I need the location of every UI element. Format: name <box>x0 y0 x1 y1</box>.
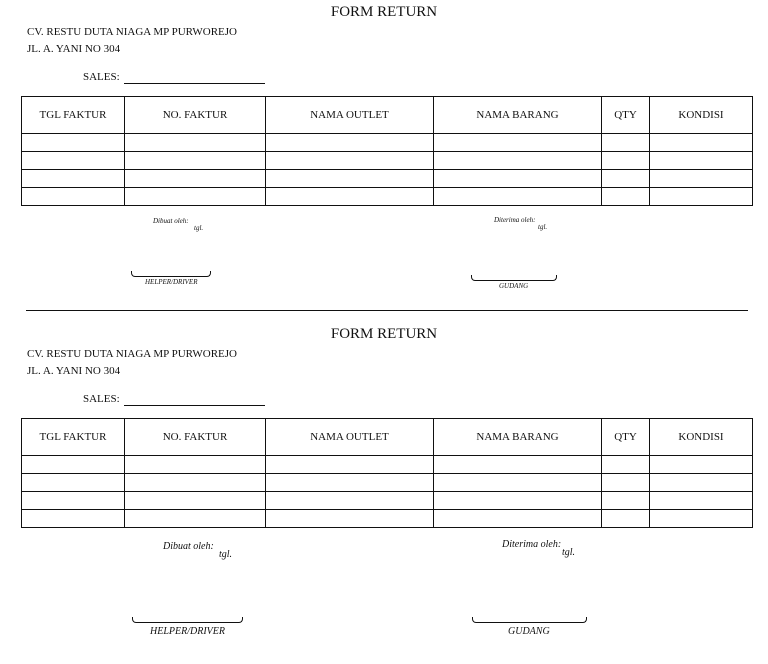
company-address: JL. A. YANI NO 304 <box>27 43 121 55</box>
table-cell[interactable] <box>650 152 753 170</box>
table-cell[interactable] <box>434 492 602 510</box>
table-cell[interactable] <box>125 152 266 170</box>
col-kondisi: KONDISI <box>650 419 753 456</box>
table-cell[interactable] <box>266 456 434 474</box>
table-cell[interactable] <box>22 134 125 152</box>
table-cell[interactable] <box>434 510 602 528</box>
form-title: FORM RETURN <box>330 326 438 342</box>
signature-line-gudang[interactable] <box>472 617 587 623</box>
table-cell[interactable] <box>650 170 753 188</box>
table-cell[interactable] <box>266 152 434 170</box>
table-cell[interactable] <box>125 188 266 206</box>
table-cell[interactable] <box>22 188 125 206</box>
return-table <box>21 96 753 206</box>
table-row <box>22 134 753 152</box>
company-name: CV. RESTU DUTA NIAGA MP PURWOREJO <box>27 26 237 38</box>
received-role-label: GUDANG <box>499 282 529 290</box>
table-cell[interactable] <box>602 474 650 492</box>
table-cell[interactable] <box>266 510 434 528</box>
table-cell[interactable] <box>22 492 125 510</box>
table-cell[interactable] <box>434 474 602 492</box>
table-cell[interactable] <box>650 474 753 492</box>
table-cell[interactable] <box>125 134 266 152</box>
company-name: CV. RESTU DUTA NIAGA MP PURWOREJO <box>27 348 237 360</box>
received-role-label: GUDANG <box>508 626 550 637</box>
table-cell[interactable] <box>602 188 650 206</box>
received-by-label: Diterima oleh: <box>494 216 536 224</box>
table-row <box>22 474 753 492</box>
col-nama-outlet: NAMA OUTLET <box>266 419 434 456</box>
table-cell[interactable] <box>22 170 125 188</box>
table-cell[interactable] <box>650 134 753 152</box>
return-table <box>21 418 753 528</box>
table-cell[interactable] <box>266 188 434 206</box>
col-kondisi: KONDISI <box>650 97 753 134</box>
received-date-label: tgl. <box>562 547 576 558</box>
table-header-row <box>22 419 753 456</box>
table-cell[interactable] <box>125 510 266 528</box>
table-row <box>22 510 753 528</box>
table-cell[interactable] <box>602 510 650 528</box>
sales-label: SALES: <box>83 393 120 405</box>
table-cell[interactable] <box>266 474 434 492</box>
table-cell[interactable] <box>22 152 125 170</box>
made-by-label: Dibuat oleh: <box>153 217 189 225</box>
sales-input-line[interactable] <box>124 83 265 84</box>
table-cell[interactable] <box>650 456 753 474</box>
table-cell[interactable] <box>602 134 650 152</box>
table-cell[interactable] <box>22 456 125 474</box>
table-cell[interactable] <box>650 188 753 206</box>
made-role-label: HELPER/DRIVER <box>150 626 225 637</box>
sales-input-line[interactable] <box>124 405 265 406</box>
signature-line-gudang[interactable] <box>471 275 557 281</box>
col-no-faktur: NO. FAKTUR <box>125 419 266 456</box>
col-nama-outlet: NAMA OUTLET <box>266 97 434 134</box>
table-cell[interactable] <box>266 170 434 188</box>
col-tgl-faktur: TGL FAKTUR <box>22 97 125 134</box>
form-title: FORM RETURN <box>330 4 438 20</box>
table-cell[interactable] <box>434 152 602 170</box>
table-cell[interactable] <box>22 474 125 492</box>
table-cell[interactable] <box>434 456 602 474</box>
table-row <box>22 188 753 206</box>
col-no-faktur: NO. FAKTUR <box>125 97 266 134</box>
signature-line-helper[interactable] <box>131 271 211 277</box>
form-divider <box>26 310 748 311</box>
company-address: JL. A. YANI NO 304 <box>27 365 121 377</box>
table-cell[interactable] <box>602 152 650 170</box>
table-cell[interactable] <box>125 474 266 492</box>
col-nama-barang: NAMA BARANG <box>434 419 602 456</box>
received-by-label: Diterima oleh: <box>502 539 562 550</box>
received-date-label: tgl. <box>538 223 548 231</box>
made-date-label: tgl. <box>194 224 204 232</box>
table-cell[interactable] <box>434 188 602 206</box>
col-qty: QTY <box>602 419 650 456</box>
table-cell[interactable] <box>650 492 753 510</box>
table-cell[interactable] <box>650 510 753 528</box>
table-cell[interactable] <box>125 456 266 474</box>
table-cell[interactable] <box>434 134 602 152</box>
table-cell[interactable] <box>602 170 650 188</box>
made-role-label: HELPER/DRIVER <box>145 278 198 286</box>
sales-label: SALES: <box>83 71 120 83</box>
table-cell[interactable] <box>22 510 125 528</box>
table-cell[interactable] <box>434 170 602 188</box>
table-cell[interactable] <box>266 492 434 510</box>
col-tgl-faktur: TGL FAKTUR <box>22 419 125 456</box>
table-row <box>22 170 753 188</box>
table-header-row <box>22 97 753 134</box>
col-qty: QTY <box>602 97 650 134</box>
made-by-label: Dibuat oleh: <box>163 541 214 552</box>
table-cell[interactable] <box>266 134 434 152</box>
table-cell[interactable] <box>602 492 650 510</box>
table-row <box>22 152 753 170</box>
table-cell[interactable] <box>125 170 266 188</box>
made-date-label: tgl. <box>219 549 233 560</box>
table-cell[interactable] <box>602 456 650 474</box>
table-row <box>22 456 753 474</box>
col-nama-barang: NAMA BARANG <box>434 97 602 134</box>
signature-line-helper[interactable] <box>132 617 243 623</box>
table-cell[interactable] <box>125 492 266 510</box>
table-row <box>22 492 753 510</box>
